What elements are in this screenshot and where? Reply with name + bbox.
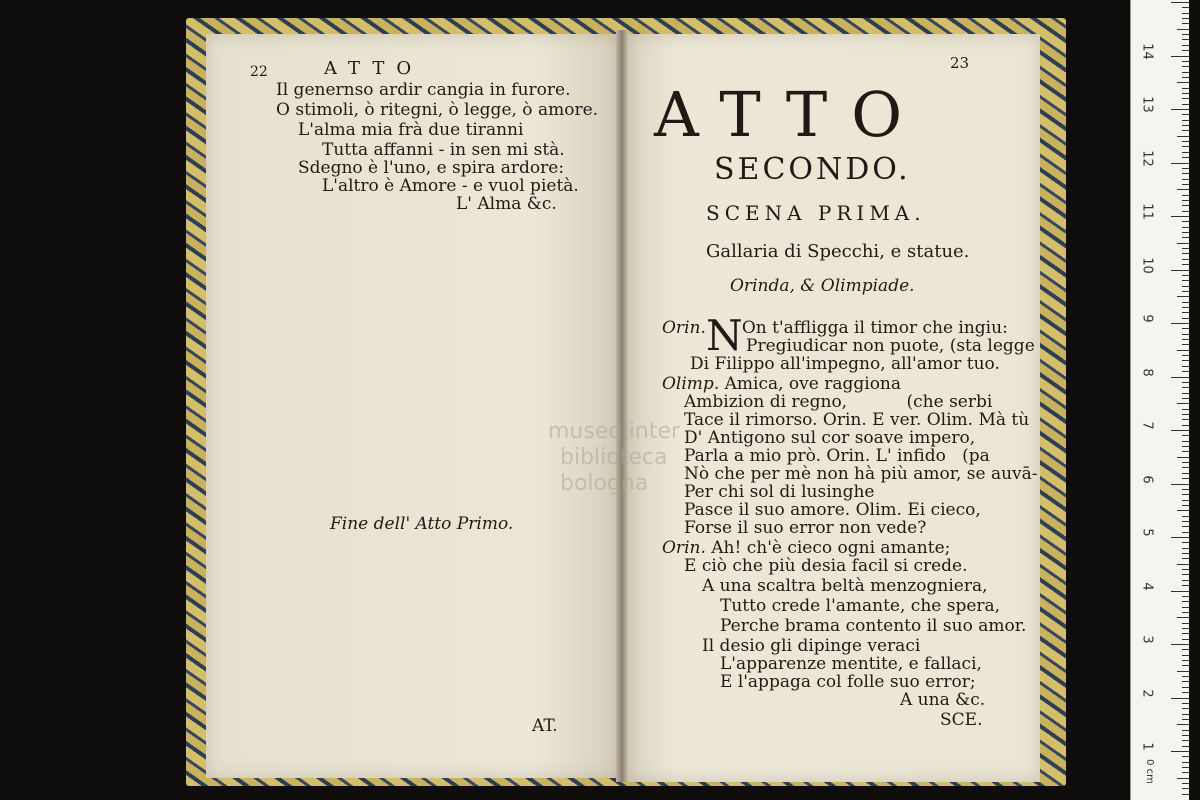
ruler-tick	[1182, 93, 1189, 94]
ruler-tick	[1182, 601, 1189, 602]
watermark-line: biblioteca	[560, 445, 668, 470]
ruler-tick	[1182, 360, 1189, 361]
ruler-tick	[1182, 66, 1189, 67]
dialogue-line: Parla a mio prò. Orin. L' infido (pa	[684, 446, 990, 466]
left-verse-line: Il genernso ardir cangia in furore.	[276, 80, 571, 100]
ruler-tick	[1182, 334, 1189, 335]
ruler-tick	[1182, 339, 1189, 340]
ruler-tick	[1182, 184, 1189, 185]
ruler-tick	[1182, 291, 1189, 292]
ruler-tick	[1177, 617, 1189, 618]
ruler-tick	[1182, 607, 1189, 608]
ruler-number: 3	[1139, 635, 1155, 644]
ruler-number: 4	[1139, 582, 1155, 591]
dialogue-line: Pasce il suo amore. Olim. Ei cieco,	[684, 500, 981, 520]
ruler-tick	[1182, 553, 1189, 554]
ruler-number: 12	[1139, 150, 1155, 167]
left-running-head: ATTO	[324, 58, 424, 79]
ruler-tick	[1171, 109, 1189, 110]
ruler-tick	[1182, 398, 1189, 399]
ruler-tick	[1171, 484, 1189, 485]
ruler-tick	[1182, 574, 1189, 575]
ruler-tick	[1171, 537, 1189, 538]
dialogue-line: Nò che per mè non hà più amor, se auvā-	[684, 464, 1038, 484]
ruler-number: 13	[1139, 96, 1155, 113]
ruler-tick	[1182, 740, 1189, 741]
ruler-tick	[1182, 232, 1189, 233]
dialogue-line: A una scaltra beltà menzogniera,	[702, 576, 988, 596]
ruler-tick	[1182, 88, 1189, 89]
ruler-tick	[1182, 104, 1189, 105]
dialogue-line: A una &c.	[900, 690, 986, 710]
act-title: ATTO	[654, 78, 927, 151]
ruler-tick	[1182, 489, 1189, 490]
watermark-line: museo inter	[548, 419, 681, 444]
ruler-tick	[1177, 564, 1189, 565]
ruler-tick	[1182, 157, 1189, 158]
left-verse-line: Tutta affanni - in sen mi stà.	[322, 140, 565, 160]
dialogue-line: Il desio gli dipinge veraci	[702, 636, 921, 656]
ruler-tick	[1182, 286, 1189, 287]
ruler-tick	[1177, 82, 1189, 83]
ruler-tick	[1177, 778, 1189, 779]
ruler-tick	[1182, 409, 1189, 410]
ruler-number: 6	[1139, 475, 1155, 484]
ruler-tick	[1182, 312, 1189, 313]
ruler-tick	[1177, 457, 1189, 458]
ruler-tick	[1171, 56, 1189, 57]
ruler-number: 1	[1139, 742, 1155, 751]
dialogue-line: E ciò che più desia facil si crede.	[684, 556, 968, 576]
ruler-tick	[1182, 558, 1189, 559]
ruler-tick	[1182, 746, 1189, 747]
ruler-tick	[1182, 227, 1189, 228]
ruler-tick	[1177, 724, 1189, 725]
ruler-tick	[1182, 45, 1189, 46]
ruler-tick	[1177, 136, 1189, 137]
ruler-tick	[1182, 665, 1189, 666]
dialogue-line: E l'appaga col folle suo error;	[720, 672, 976, 692]
dialogue-line: Olimp. Amica, ove raggiona	[662, 374, 902, 394]
ruler-tick	[1177, 189, 1189, 190]
book-gutter	[616, 30, 628, 782]
ruler-tick	[1182, 23, 1189, 24]
ruler-tick	[1182, 205, 1189, 206]
ruler-tick	[1182, 98, 1189, 99]
ruler-tick	[1177, 350, 1189, 351]
ruler-tick	[1182, 259, 1189, 260]
ruler-tick	[1177, 243, 1189, 244]
ruler-tick	[1182, 730, 1189, 731]
dialogue-line: Tutto crede l'amante, che spera,	[720, 596, 1001, 616]
ruler-tick	[1182, 130, 1189, 131]
ruler-tick	[1182, 435, 1189, 436]
ruler-tick	[1182, 264, 1189, 265]
ruler-tick	[1182, 195, 1189, 196]
ruler-tick	[1182, 248, 1189, 249]
ruler-tick	[1182, 762, 1189, 763]
ruler-tick	[1182, 516, 1189, 517]
ruler-tick	[1182, 451, 1189, 452]
dialogue-line: Tace il rimorso. Orin. E ver. Olim. Mà tù	[684, 410, 1030, 430]
ruler-tick	[1182, 649, 1189, 650]
ruler-tick	[1182, 714, 1189, 715]
ruler-number: 11	[1139, 203, 1155, 220]
ruler-number: 14	[1139, 43, 1155, 60]
ruler-tick	[1182, 623, 1189, 624]
left-verse-line: Sdegno è l'uno, e spira ardore:	[298, 158, 565, 178]
ruler-tick	[1182, 146, 1189, 147]
ruler-tick	[1182, 772, 1189, 773]
ruler-tick	[1171, 323, 1189, 324]
ruler-tick	[1182, 494, 1189, 495]
dialogue-line: L'apparenze mentite, e fallaci,	[720, 654, 982, 674]
ruler-tick	[1182, 462, 1189, 463]
ruler-tick	[1182, 500, 1189, 501]
ruler-tick	[1182, 703, 1189, 704]
ruler-tick	[1182, 441, 1189, 442]
ruler-tick	[1182, 767, 1189, 768]
ruler-number: 9	[1139, 314, 1155, 323]
ruler-tick	[1182, 719, 1189, 720]
ruler-tick	[1182, 473, 1189, 474]
ruler-tick	[1182, 275, 1189, 276]
ruler-tick	[1182, 168, 1189, 169]
dialogue-line: Per chi sol di lusinghe	[684, 482, 875, 502]
ruler-tick	[1171, 270, 1189, 271]
ruler-tick	[1182, 7, 1189, 8]
ruler-tick	[1182, 478, 1189, 479]
ruler-tick	[1182, 788, 1189, 789]
ruler-tick	[1182, 61, 1189, 62]
ruler-tick	[1182, 141, 1189, 142]
ruler-tick	[1182, 446, 1189, 447]
ruler-number: 8	[1139, 368, 1155, 377]
ruler-unit-label: 0 cm	[1143, 759, 1155, 784]
ruler-tick	[1182, 756, 1189, 757]
right-page-number: 23	[950, 54, 970, 72]
dialogue-line: Forse il suo error non vede?	[684, 518, 927, 538]
ruler-tick	[1177, 29, 1189, 30]
ruler-tick	[1182, 18, 1189, 19]
ruler-tick	[1182, 542, 1189, 543]
ruler-tick	[1171, 216, 1189, 217]
scene-title: SCENA PRIMA.	[706, 201, 926, 225]
ruler-tick	[1171, 698, 1189, 699]
ruler-tick	[1171, 2, 1189, 3]
ruler-tick	[1182, 307, 1189, 308]
ruler-tick	[1171, 430, 1189, 431]
ruler-tick	[1182, 280, 1189, 281]
dialogue-line: Di Filippo all'impegno, all'amor tuo.	[690, 354, 1000, 374]
dialogue-line: Orin. On t'affligga il timor che ingiu:	[662, 318, 1008, 338]
ruler-tick	[1182, 200, 1189, 201]
ruler-tick	[1182, 328, 1189, 329]
ruler-tick	[1182, 221, 1189, 222]
ruler-tick	[1182, 237, 1189, 238]
left-verse-line: O stimoli, ò ritegni, ò legge, ò amore.	[276, 100, 599, 120]
left-catchword: AT.	[532, 716, 558, 736]
ruler-tick	[1182, 253, 1189, 254]
ruler-tick	[1182, 676, 1189, 677]
show-through-text	[292, 240, 297, 259]
ruler-tick	[1182, 596, 1189, 597]
ruler-tick	[1182, 612, 1189, 613]
ruler-tick	[1182, 152, 1189, 153]
ruler-tick	[1182, 77, 1189, 78]
ruler-tick	[1177, 296, 1189, 297]
left-verse-line: L' Alma &c.	[456, 194, 557, 214]
ruler-number: 7	[1139, 421, 1155, 430]
ruler-tick	[1182, 548, 1189, 549]
dialogue-line: Pregiudicar non puote, (sta legge	[746, 336, 1035, 356]
ruler-tick	[1182, 681, 1189, 682]
ruler-tick	[1182, 526, 1189, 527]
scene-characters: Orinda, & Olimpiade.	[730, 276, 915, 296]
ruler-tick	[1182, 655, 1189, 656]
ruler-tick	[1177, 671, 1189, 672]
watermark-line: bolognа	[560, 471, 649, 496]
ruler-number: 10	[1139, 257, 1155, 274]
ruler-tick	[1182, 355, 1189, 356]
ruler-tick	[1182, 318, 1189, 319]
ruler-tick	[1182, 467, 1189, 468]
ruler-tick	[1182, 505, 1189, 506]
ruler-tick	[1182, 660, 1189, 661]
dialogue-line: D' Antigono sul cor soave impero,	[684, 428, 976, 448]
ruler-tick	[1182, 521, 1189, 522]
ruler-tick	[1171, 644, 1189, 645]
end-of-act-note: Fine dell' Atto Primo.	[330, 514, 514, 534]
ruler-tick	[1182, 34, 1189, 35]
dialogue-line: Ambizion di regno, (che serbi	[684, 392, 993, 412]
ruler-tick	[1171, 591, 1189, 592]
left-verse-line: L'altro è Amore - e vuol pietà.	[322, 176, 579, 196]
ruler-tick	[1182, 120, 1189, 121]
ruler-tick	[1182, 382, 1189, 383]
ruler-tick	[1182, 569, 1189, 570]
ruler-tick	[1182, 371, 1189, 372]
ruler-tick	[1182, 425, 1189, 426]
act-subtitle: SECONDO.	[714, 152, 911, 187]
ruler-tick	[1182, 692, 1189, 693]
ruler-tick	[1182, 125, 1189, 126]
ruler-tick	[1182, 687, 1189, 688]
ruler-tick	[1182, 39, 1189, 40]
ruler-tick	[1171, 751, 1189, 752]
ruler-tick	[1182, 708, 1189, 709]
ruler-tick	[1182, 633, 1189, 634]
ruler-tick	[1177, 510, 1189, 511]
ruler-tick	[1182, 414, 1189, 415]
drop-cap: N	[706, 311, 743, 360]
ruler-tick	[1182, 366, 1189, 367]
left-page-number: 22	[250, 64, 268, 80]
ruler-tick	[1182, 302, 1189, 303]
ruler-tick	[1182, 173, 1189, 174]
ruler-tick	[1177, 403, 1189, 404]
ruler-tick	[1182, 211, 1189, 212]
ruler-tick	[1182, 72, 1189, 73]
ruler-tick	[1182, 580, 1189, 581]
ruler-tick	[1182, 179, 1189, 180]
ruler-number: 5	[1139, 528, 1155, 537]
ruler-tick	[1182, 794, 1189, 795]
ruler-number: 2	[1139, 689, 1155, 698]
ruler-tick	[1182, 387, 1189, 388]
ruler-tick	[1182, 419, 1189, 420]
right-catchword: SCE.	[940, 710, 983, 730]
ruler-tick	[1182, 639, 1189, 640]
scene-setting: Gallaria di Specchi, e statue.	[706, 241, 970, 262]
dialogue-line: Orin. Ah! ch'è cieco ogni amante;	[662, 538, 951, 558]
dialogue-line: Perche brama contento il suo amor.	[720, 616, 1027, 636]
ruler-tick	[1182, 628, 1189, 629]
ruler-tick	[1182, 13, 1189, 14]
ruler-tick	[1182, 735, 1189, 736]
ruler-tick	[1182, 114, 1189, 115]
ruler-tick	[1171, 163, 1189, 164]
ruler-tick	[1182, 585, 1189, 586]
ruler-tick	[1171, 377, 1189, 378]
ruler-tick	[1182, 532, 1189, 533]
left-verse-line: L'alma mia frà due tiranni	[298, 120, 524, 140]
ruler-tick	[1182, 393, 1189, 394]
ruler-tick	[1182, 344, 1189, 345]
measurement-ruler	[1130, 0, 1189, 800]
ruler-tick	[1182, 783, 1189, 784]
ruler-tick	[1182, 50, 1189, 51]
